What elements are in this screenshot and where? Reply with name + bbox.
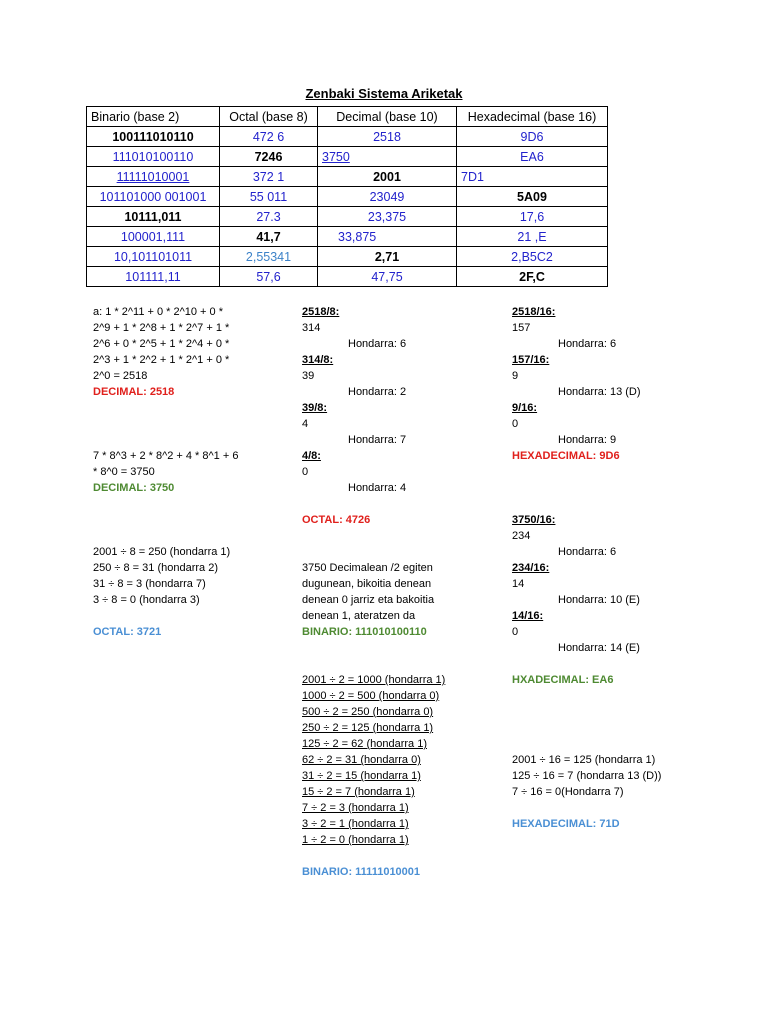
calc-line: a: 1 * 2^11 + 0 * 2^10 + 0 * — [93, 306, 223, 318]
cell-binary: 101111,11 — [87, 267, 220, 287]
cell-decimal: 23,375 — [318, 207, 457, 227]
remainder: Hondarra: 6 — [558, 338, 617, 350]
calc-line: 2001 ÷ 16 = 125 (hondarra 1) — [512, 754, 656, 766]
division-heading: 234/16: — [512, 562, 550, 574]
result-hex-71d: HEXADECIMAL: 71D — [512, 818, 620, 830]
division-line: 1 ÷ 2 = 0 (hondarra 1) — [302, 834, 409, 846]
cell-octal: 41,7 — [220, 227, 318, 247]
division-heading: 4/8: — [302, 450, 321, 462]
cell-hex: 2,B5C2 — [457, 247, 608, 267]
calc-line: 3 ÷ 8 = 0 (hondarra 3) — [93, 594, 200, 606]
cell-octal: 2,55341 — [220, 247, 318, 267]
cell-binary: 100111010110 — [87, 127, 220, 147]
calc-line: 31 ÷ 8 = 3 (hondarra 7) — [93, 578, 206, 590]
division-heading: 9/16: — [512, 402, 538, 414]
result-hex-ea6: HXADECIMAL: EA6 — [512, 674, 614, 686]
text-line: denean 1, ateratzen da — [302, 610, 416, 622]
quotient: 314 — [302, 322, 321, 334]
cell-hex: 9D6 — [457, 127, 608, 147]
cell-hex: 17,6 — [457, 207, 608, 227]
table-row — [87, 147, 608, 167]
cell-octal: 372 1 — [220, 167, 318, 187]
remainder: Hondarra: 2 — [348, 386, 407, 398]
quotient: 14 — [512, 578, 525, 590]
calc-line: 7 ÷ 16 = 0(Hondarra 7) — [512, 786, 624, 798]
header-octal: Octal (base 8) — [220, 107, 318, 127]
right-calc-2 — [512, 512, 640, 688]
calc-line: 2^3 + 1 * 2^2 + 1 * 2^1 + 0 * — [93, 354, 230, 366]
result-binary-111010100110: BINARIO: 111010100110 — [302, 626, 427, 638]
division-line: 62 ÷ 2 = 31 (hondarra 0) — [302, 754, 421, 766]
cell-decimal: 33,875 — [318, 227, 457, 247]
calc-line: 2^9 + 1 * 2^8 + 1 * 2^7 + 1 * — [93, 322, 230, 334]
division-line: 15 ÷ 2 = 7 (hondarra 1) — [302, 786, 415, 798]
cell-decimal: 23049 — [318, 187, 457, 207]
result-decimal-2518: DECIMAL: 2518 — [93, 386, 175, 398]
cell-decimal: 47,75 — [318, 267, 457, 287]
table-row — [87, 187, 608, 207]
cell-decimal: 2518 — [318, 127, 457, 147]
remainder: Hondarra: 6 — [348, 338, 407, 350]
page-title: Zenbaki Sistema Ariketak — [305, 86, 463, 101]
header-binary: Binario (base 2) — [87, 107, 220, 127]
division-line: 3 ÷ 2 = 1 (hondarra 1) — [302, 818, 409, 830]
left-calc-3 — [93, 544, 230, 640]
result-hex-9d6: HEXADECIMAL: 9D6 — [512, 450, 620, 462]
calc-line: * 8^0 = 3750 — [93, 466, 155, 478]
cell-binary: 101101000 001001 — [87, 187, 220, 207]
division-line: 125 ÷ 2 = 62 (hondarra 1) — [302, 738, 427, 750]
quotient: 0 — [512, 626, 519, 638]
header-decimal: Decimal (base 10) — [318, 107, 457, 127]
cell-octal: 7246 — [220, 147, 318, 167]
table-row — [87, 267, 608, 287]
cell-decimal: 2,71 — [318, 247, 457, 267]
result-binary-11111010001: BINARIO: 11111010001 — [302, 866, 421, 878]
quotient: 39 — [302, 370, 315, 382]
table-row — [87, 207, 608, 227]
result-octal-3721: OCTAL: 3721 — [93, 626, 162, 638]
table-row — [87, 247, 608, 267]
quotient: 9 — [512, 370, 519, 382]
quotient: 234 — [512, 530, 531, 542]
cell-hex: 5A09 — [457, 187, 608, 207]
cell-hex: 7D1 — [457, 167, 608, 187]
division-line: 2001 ÷ 2 = 1000 (hondarra 1) — [302, 674, 446, 686]
remainder: Hondarra: 6 — [558, 546, 617, 558]
remainder: Hondarra: 9 — [558, 434, 617, 446]
table-row — [87, 227, 608, 247]
table-row — [87, 127, 608, 147]
quotient: 0 — [512, 418, 519, 430]
remainder: Hondarra: 10 (E) — [558, 594, 640, 606]
calc-line: 2001 ÷ 8 = 250 (hondarra 1) — [93, 546, 231, 558]
quotient: 0 — [302, 466, 309, 478]
cell-hex: 21 ,E — [457, 227, 608, 247]
table-row — [87, 167, 608, 187]
header-hex: Hexadecimal (base 16) — [457, 107, 608, 127]
cell-octal: 57,6 — [220, 267, 318, 287]
right-calc-1 — [512, 304, 641, 464]
division-line: 250 ÷ 2 = 125 (hondarra 1) — [302, 722, 434, 734]
cell-binary: 10111,011 — [87, 207, 220, 227]
division-heading: 157/16: — [512, 354, 550, 366]
division-line: 1000 ÷ 2 = 500 (hondarra 0) — [302, 690, 440, 702]
left-calc-1 — [93, 304, 229, 400]
cell-binary: 111010100110 — [87, 147, 220, 167]
division-heading: 14/16: — [512, 610, 544, 622]
cell-binary: 11111010001 — [87, 167, 220, 187]
division-heading: 2518/16: — [512, 306, 556, 318]
result-octal-4726: OCTAL: 4726 — [302, 514, 371, 526]
middle-calc-1 — [302, 304, 406, 528]
calc-line: 7 * 8^3 + 2 * 8^2 + 4 * 8^1 + 6 — [93, 450, 239, 462]
cell-octal: 472 6 — [220, 127, 318, 147]
cell-decimal: 2001 — [318, 167, 457, 187]
cell-hex: 2F,C — [457, 267, 608, 287]
quotient: 4 — [302, 418, 309, 430]
division-line: 500 ÷ 2 = 250 (hondarra 0) — [302, 706, 434, 718]
division-heading: 2518/8: — [302, 306, 340, 318]
remainder: Hondarra: 7 — [348, 434, 407, 446]
right-calc-3 — [512, 752, 661, 832]
text-line: 3750 Decimalean /2 egiten — [302, 562, 433, 574]
quotient: 157 — [512, 322, 531, 334]
remainder: Hondarra: 4 — [348, 482, 407, 494]
cell-octal: 27.3 — [220, 207, 318, 227]
division-heading: 314/8: — [302, 354, 334, 366]
left-calc-2 — [93, 448, 238, 496]
calc-line: 125 ÷ 16 = 7 (hondarra 13 (D)) — [512, 770, 662, 782]
remainder: Hondarra: 13 (D) — [558, 386, 641, 398]
remainder: Hondarra: 14 (E) — [558, 642, 640, 654]
division-heading: 39/8: — [302, 402, 328, 414]
calc-line: 2^0 = 2518 — [93, 370, 148, 382]
table-header-row — [87, 107, 608, 127]
middle-calc-3 — [302, 672, 445, 880]
calc-line: 2^6 + 0 * 2^5 + 1 * 2^4 + 0 * — [93, 338, 230, 350]
division-heading: 3750/16: — [512, 514, 556, 526]
cell-binary: 100001,111 — [87, 227, 220, 247]
conversion-table — [86, 106, 608, 287]
cell-binary: 10,101101011 — [87, 247, 220, 267]
cell-hex: EA6 — [457, 147, 608, 167]
text-line: dugunean, bikoitia denean — [302, 578, 432, 590]
calc-line: 250 ÷ 8 = 31 (hondarra 2) — [93, 562, 218, 574]
division-line: 7 ÷ 2 = 3 (hondarra 1) — [302, 802, 409, 814]
division-line: 31 ÷ 2 = 15 (hondarra 1) — [302, 770, 421, 782]
result-decimal-3750: DECIMAL: 3750 — [93, 482, 175, 494]
text-line: denean 0 jarriz eta bakoitia — [302, 594, 435, 606]
middle-calc-2 — [302, 560, 434, 640]
cell-decimal: 3750 — [318, 147, 457, 167]
cell-octal: 55 011 — [220, 187, 318, 207]
